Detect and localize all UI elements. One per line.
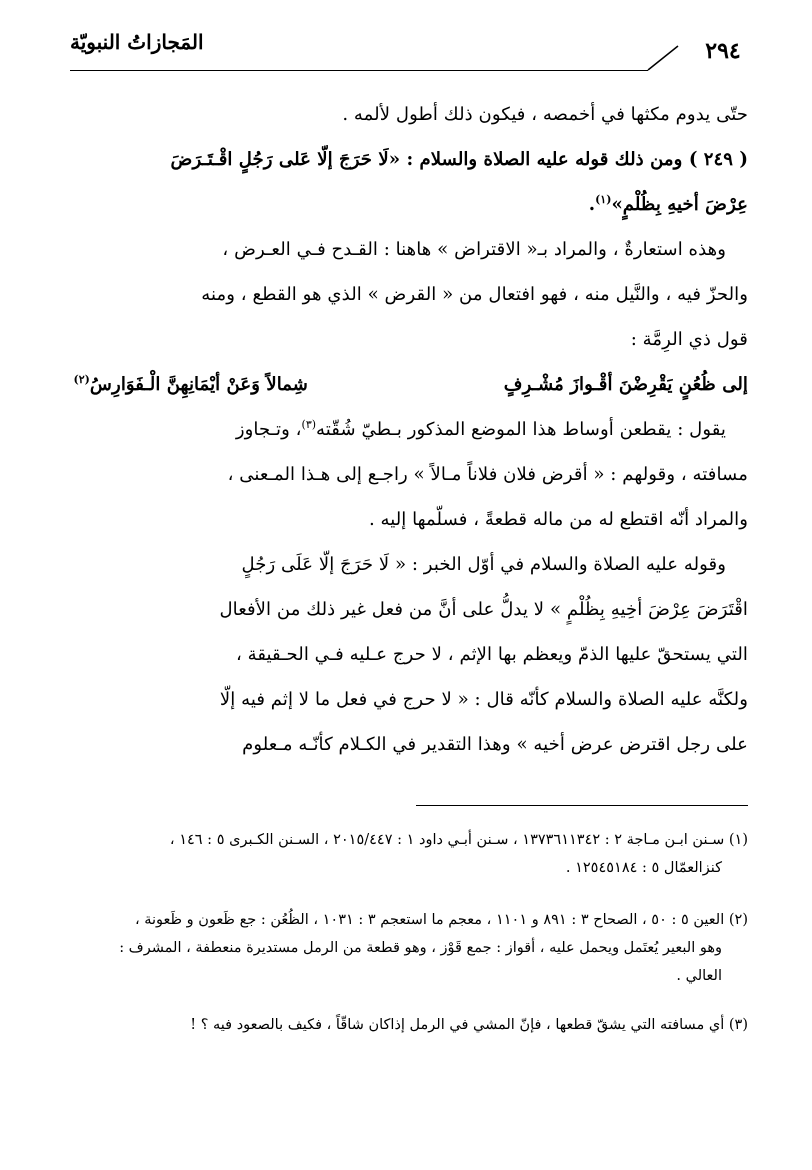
footnote-line: (٢) العين ٥ : ٥٠ ، الصحاح ٣ : ٨٩١ و ١١٠١ ، معجم ما استعجم ٣ : ١٠٣١ ، الظُعُن : جع ظَعون و ظَعونة ، bbox=[134, 912, 748, 928]
verse-second-hemistich: شِمالاً وَعَنْ أيْمَانِهِنَّ الْـفَوَارِسُ$^{(٢)}$ bbox=[73, 372, 308, 395]
text-line: وهذه استعارةٌ ، والمراد بـ« الاقتراض » هاهنا : القـدح فـي العـرض ، bbox=[222, 239, 726, 260]
footnote-number: (١) bbox=[728, 832, 748, 848]
hadith-intro: ومن ذلك قوله عليه الصلاة والسلام : «لَا حَرَجَ إلّا عَلى رَجُلٍ اقْـتَـرَضَ bbox=[170, 149, 683, 170]
footnote-line: (١) سـنن ابـن مـاجة ٢ : ١٣٧٣٦١١٣٤٢ ، سـنن أبـي داود ١ : ٢٠١٥/٤٤٧ ، السـنن الكـبرى ٥ : ١٤٦ ، bbox=[169, 832, 748, 848]
text-line: حتّى يدوم مكثها في أخمصه ، فيكون ذلك أطول لألمه . bbox=[342, 104, 748, 125]
footnote-1 bbox=[58, 826, 748, 882]
text-line: قول ذي الرِمَّة : bbox=[630, 329, 748, 350]
paragraph-explanation bbox=[58, 227, 748, 362]
paragraph-continuation bbox=[58, 92, 748, 137]
footnote-number: (٢) bbox=[728, 912, 748, 928]
item-number: ( ٢٤٩ ) bbox=[688, 149, 748, 170]
text-line: مسافته ، وقولهم : « أقرض فلان فلاناً مـالاً » راجـع إلى هـذا المـعنى ، bbox=[227, 464, 748, 485]
text-line: على رجل اقترض عرض أخيه » وهذا التقدير في الكـلام كأنّـه مـعلوم bbox=[242, 734, 748, 755]
hadith-text-end: عِرْضَ أخيهِ بِظُلْمٍ» bbox=[611, 194, 748, 215]
footnote-2 bbox=[58, 906, 748, 990]
footnote-ref: (٢) bbox=[73, 372, 90, 386]
text-line: عِرْضَ أخيهِ بِظُلْمٍ»$^{(١)}$. bbox=[588, 192, 748, 215]
verse-first-hemistich: إلى ظُعُنٍ يَقْرِضْنَ أقْـوازَ مُشْـرِفٍ bbox=[503, 374, 748, 395]
text-line: والمراد أنّه اقتطع له من ماله قطعةً ، فسلّمها إليه . bbox=[368, 509, 748, 530]
paragraph-verse-explanation bbox=[58, 407, 748, 542]
footnote-line: (٣) أي مسافته التي يشقّ قطعها ، فإنّ المشي في الرمل إذاكان شاقّاً ، فكيف بالصعود فيه ؟ ! bbox=[190, 1017, 748, 1033]
header-rule-slant bbox=[646, 44, 680, 72]
footnote-ref: (٣) bbox=[301, 417, 317, 431]
poetry-verse bbox=[58, 362, 748, 407]
text-line: والحزّ فيه ، والنَّيل منه ، فهو افتعال من « القرض » الذي هو القطع ، ومنه bbox=[201, 284, 748, 305]
text-line: يقول : يقطعن أوساط هذا الموضع المذكور بـطيّ شُقّته$^{(٣)}$، وتـجاوز bbox=[235, 417, 726, 440]
text-line: وقوله عليه الصلاة والسلام في أوّل الخبر : « لَا حَرَجَ إلّا عَلَى رَجُلٍ bbox=[241, 554, 726, 575]
footnote-line: العالي . bbox=[676, 968, 722, 984]
paragraph-hadith-249 bbox=[58, 137, 748, 227]
page-number: ٢٩٤ bbox=[705, 38, 741, 64]
footnote-ref: (١) bbox=[595, 192, 612, 206]
footnote-line: وهو البعير يُعتَمل ويحمل عليه ، أقواز : جمع قَوْز ، وهو قطعة من الرمل مستديرة منعطفة ، المشرف : bbox=[119, 940, 722, 956]
footnote-line: كنزالعمّال ٥ : ١٢٥٤٥١٨٤ . bbox=[565, 860, 722, 876]
footnote-3 bbox=[58, 1011, 748, 1039]
main-text bbox=[58, 92, 748, 767]
text-line bbox=[58, 137, 748, 182]
text-line: التي يستحقّ عليها الذمّ ويعظم بها الإثم ، لا حرج عـليه فـي الحـقيقة ، bbox=[235, 644, 748, 665]
footnote-separator bbox=[416, 805, 748, 806]
header-rule bbox=[70, 70, 648, 71]
text-line: اقْتَرَضَ عِرْضَ أخِيهِ بِظُلْمٍ » لا يدلُّ على أنَّ من فعل غير ذلك من الأفعال bbox=[219, 599, 748, 620]
text-line: ولكنَّه عليه الصلاة والسلام كأنّه قال : « لا حرج في فعل ما لا إثم فيه إلّا bbox=[219, 689, 748, 710]
footnote-number: (٣) bbox=[728, 1017, 748, 1033]
paragraph-commentary bbox=[58, 542, 748, 767]
running-header-title: المَجازاتُ النبويّة bbox=[70, 30, 204, 54]
